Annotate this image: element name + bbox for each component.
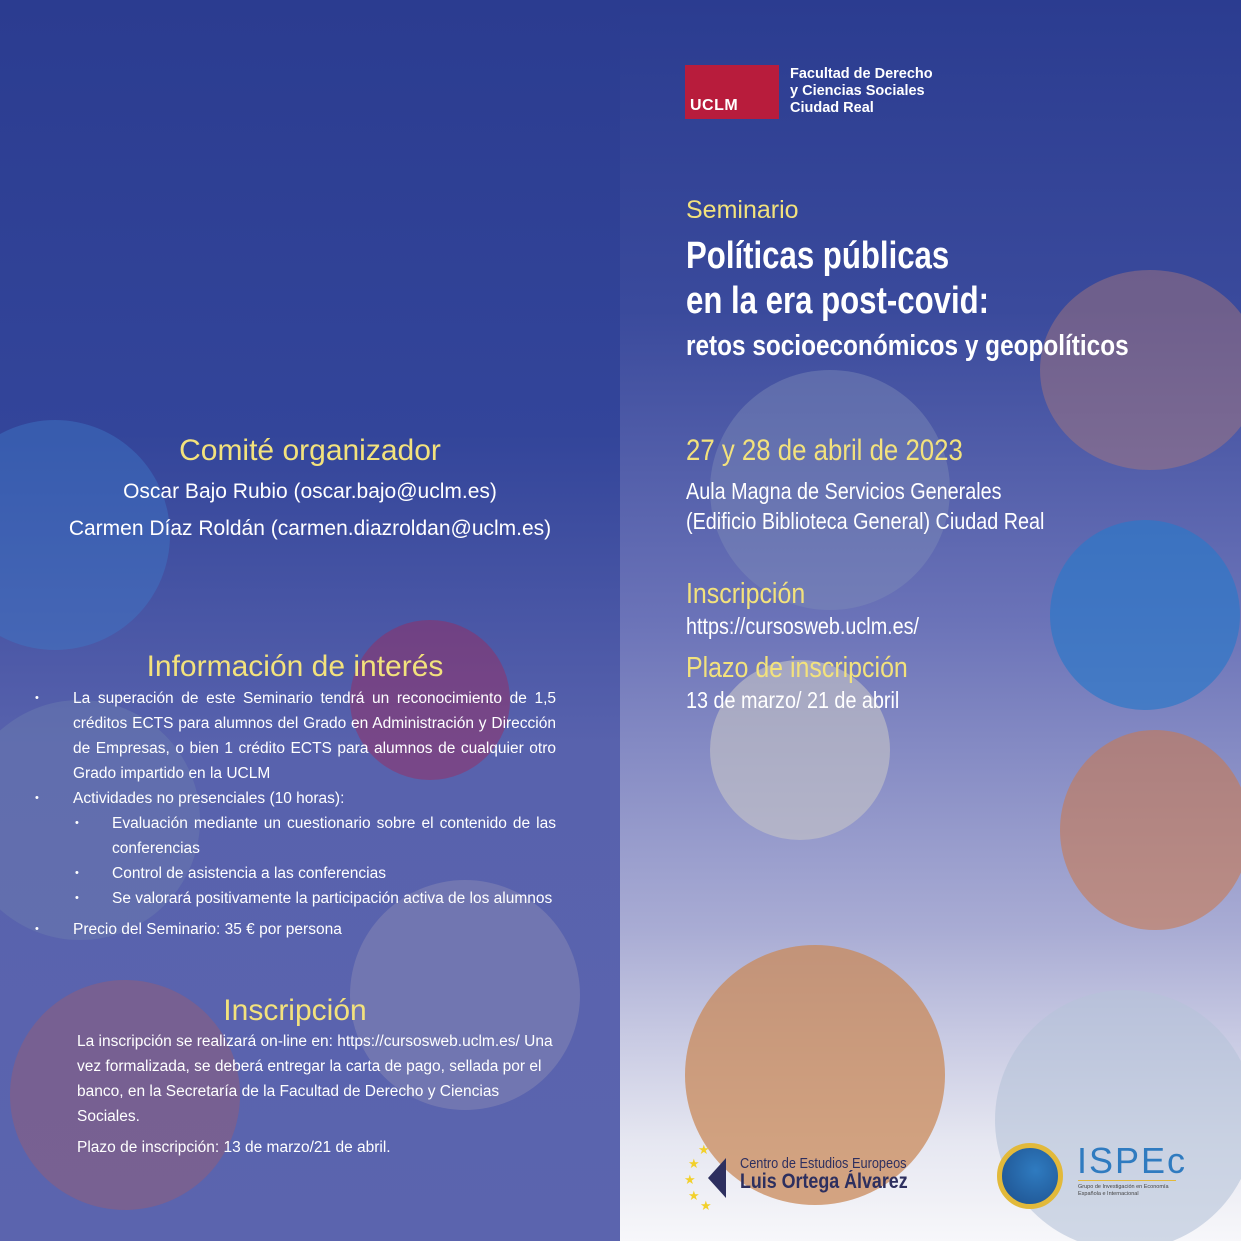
ispec-description: Grupo de Investigación en Economía Española e Internacional: [1078, 1184, 1169, 1197]
info-subitem: • Evaluación mediante un cuestionario sobre el contenido de las conferencias: [73, 811, 556, 861]
left-panel: [0, 0, 620, 1241]
ispec-name: ISPEc: [1077, 1140, 1188, 1181]
event-subtitle: retos socioeconómicos y geopolíticos: [686, 330, 1129, 362]
info-item: • La superación de este Seminario tendrá un reconocimiento de 1,5 créditos ECTS para alumnos del Grado en Administración y Dirección de Empresas, o bien 1 crédito ECTS para alumnos de cualquier otro Grado impartido en la UCLM: [30, 686, 556, 786]
coin-decoration: [1040, 270, 1241, 470]
ispec-divider: [1078, 1180, 1176, 1181]
event-title: Políticas públicas en la era post-covid:: [686, 235, 990, 322]
plazo-heading: Plazo de inscripción: [686, 652, 908, 684]
event-type: Seminario: [686, 196, 799, 224]
comite-title: Comité organizador: [179, 434, 441, 467]
uclm-logo-text: UCLM: [690, 97, 739, 114]
plazo-value: 13 de marzo/ 21 de abril: [686, 687, 900, 713]
ispec-globe-logo: [997, 1143, 1063, 1209]
inscripcion-title: Inscripción: [223, 994, 367, 1027]
coin-decoration: [1050, 520, 1240, 710]
ceu-logo-text: Centro de Estudios Europeos Luis Ortega Álvarez: [740, 1155, 908, 1193]
coin-decoration: [1060, 730, 1241, 930]
info-list: [30, 686, 556, 942]
event-date: 27 y 28 de abril de 2023: [686, 434, 963, 467]
eu-stars-logo: ★ ★ ★ ★ ★: [684, 1142, 734, 1212]
info-subitem: • Se valorará positivamente la participación activa de los alumnos: [73, 886, 556, 911]
comite-member: Carmen Díaz Roldán (carmen.diazroldan@uclm.es): [68, 517, 552, 540]
uclm-logo: [685, 65, 779, 119]
info-subitem: • Control de asistencia a las conferencias: [73, 861, 556, 886]
inscripcion-heading: Inscripción: [686, 578, 806, 610]
event-venue: Aula Magna de Servicios Generales (Edificio Biblioteca General) Ciudad Real: [686, 478, 1045, 534]
comite-member: Oscar Bajo Rubio (oscar.bajo@uclm.es): [123, 480, 497, 503]
inscripcion-link[interactable]: https://cursosweb.uclm.es/: [686, 613, 920, 639]
info-item: • Actividades no presenciales (10 horas): • Evaluación mediante un cuestionario sobre el contenido de las conferencias • Control de asistencia a las conferencias • Se valorará positivamente la participación activa de los alumnos: [30, 786, 556, 911]
faculty-name: Facultad de Derecho y Ciencias Sociales Ciudad Real: [790, 66, 933, 116]
info-item: • Precio del Seminario: 35 € por persona: [30, 917, 556, 942]
right-panel: [620, 0, 1241, 1241]
inscripcion-plazo: Plazo de inscripción: 13 de marzo/21 de abril.: [77, 1139, 391, 1156]
info-title: Información de interés: [146, 650, 444, 683]
inscripcion-text: La inscripción se realizará on-line en: https://cursosweb.uclm.es/ Una vez formalizada, se deberá entregar la carta de pago, sellada por el banco, en la Secretaría de la Facultad de Derecho y Ciencias Sociales.: [77, 1033, 553, 1125]
